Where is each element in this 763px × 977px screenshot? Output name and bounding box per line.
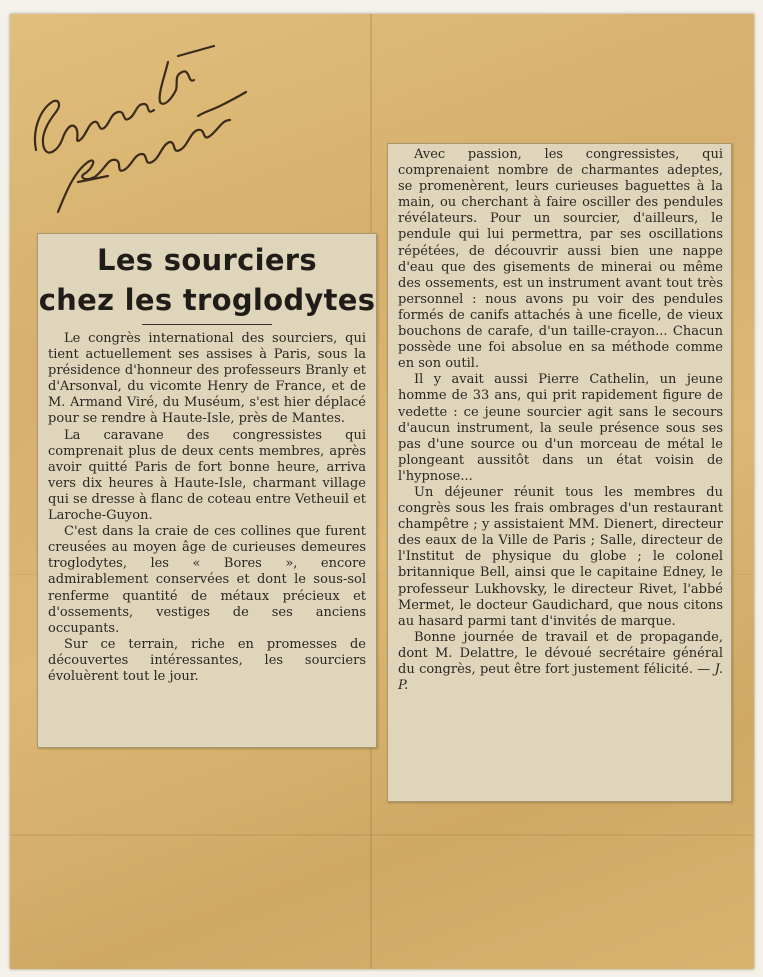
paragraph: Il y avait aussi Pierre Cathelin, un jeune homme de 33 ans, qui prit rapidement figure de vedette : ce jeune sourcier agit sans le secours d'aucun instrument, la seule présence sous ses pas d'une source ou d'un morceau de métal le plongeant aussitôt dans un état voisin de l'hypnose...	[398, 372, 723, 484]
paragraph: C'est dans la craie de ces collines que furent creusées au moyen âge de curieuses demeures troglodytes, les « Bores », encore admirablement conservées et dont le sous-sol renferme quantité de métaux précieux et d'ossements, vestiges de ses anciens occupants.	[48, 524, 366, 636]
paper-crease	[10, 834, 754, 836]
paragraph: Sur ce terrain, riche en promesses de découvertes intéressantes, les sourciers évoluèrent tout le jour.	[48, 636, 366, 684]
title-divider	[142, 324, 272, 325]
author-signature: — J. P.	[398, 662, 724, 694]
paragraph: Un déjeuner réunit tous les membres du congrès sous les frais ombrages d'un restaurant champêtre ; y assistaient MM. Dienert, directeur des eaux de la Ville de Paris ; Salle, directeur de l'Institut de physique du globe ; le colonel britannique Bell, ainsi que le capitaine Edney, le professeur Lukhovsky, le directeur Rivet, l'abbé Mermet, le docteur Gaudichard, que nous citons au hasard parmi tant d'invités de marque.	[398, 484, 723, 629]
right-column-text	[398, 147, 723, 694]
article-title-line-2: chez les troglodytes	[38, 283, 376, 317]
paragraph-text: Bonne journée de travail et de propagande, dont M. Delattre, le dévoué secrétaire général du congrès, peut être fort justement félicité.	[398, 629, 723, 677]
article-title-line-1: Les sourciers	[97, 243, 317, 277]
paragraph	[398, 630, 723, 694]
handwritten-note	[18, 32, 258, 222]
paragraph: La caravane des congressistes qui comprenait plus de deux cents membres, après avoir quitté Paris de fort bonne heure, arriva vers dix heures à Haute-Isle, charmant village qui se dresse à flanc de coteau entre Vetheuil et Laroche-Guyon.	[48, 427, 366, 524]
paragraph: Avec passion, les congressistes, qui comprenaient nombre de charmantes adeptes, se promenèrent, leurs curieuses baguettes à la main, ou cherchant à faire osciller des pendules révélateurs. Pour un sourcier, d'ailleurs, le pendule qui lui permettra, par ses oscillations répétées, de découvrir aussi bien une nappe d'eau que des gisements de minerai ou même des ossements, est un instrument avant tout très personnel : nous avons pu voir des pendules formés de canifs attachés à une ficelle, de vieux bouchons de carafe, d'un taille-crayon... Chacun possède une foi absolue en sa méthode comme en son outil.	[398, 147, 723, 372]
article-title	[38, 240, 376, 320]
paragraph: Le congrès international des sourciers, qui tient actuellement ses assises à Paris, sous la présidence d'honneur des professeurs Branly et d'Arsonval, du vicomte Henry de France, et de M. Armand Viré, du Muséum, s'est hier déplacé pour se rendre à Haute-Isle, près de Mantes.	[48, 331, 366, 427]
article-right-clipping	[387, 143, 732, 802]
left-column-text	[48, 331, 366, 685]
article-left-clipping	[37, 233, 377, 748]
